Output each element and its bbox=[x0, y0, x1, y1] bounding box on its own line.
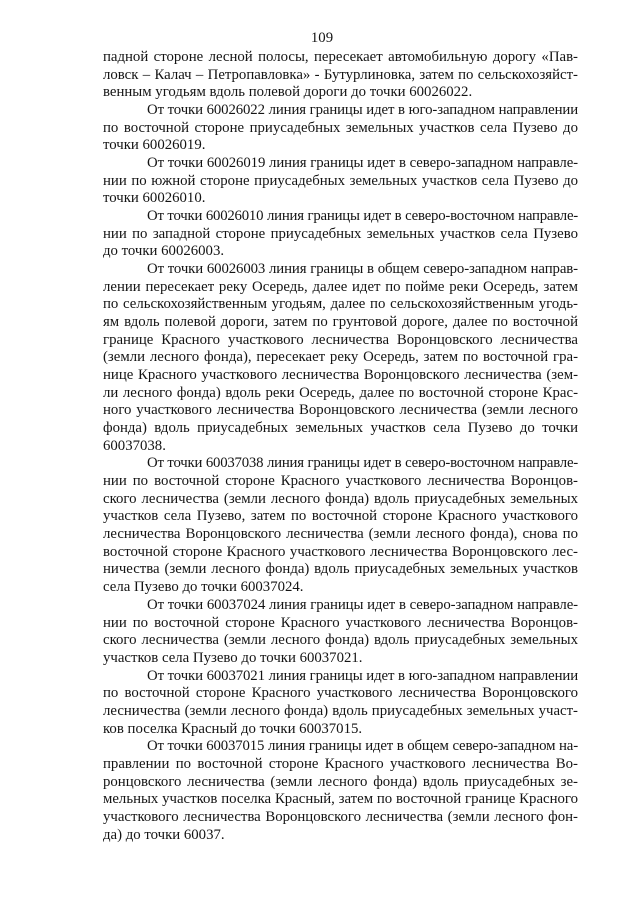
text-line: лении пересекает реку Осередь, далее идет по пойме реки Осередь, затем bbox=[103, 278, 578, 295]
text-line: по восточной стороне приусадебных земельных участков села Пузево до bbox=[103, 119, 578, 136]
text-line: нии по западной стороне приусадебных земельных участков села Пузево bbox=[103, 225, 578, 242]
text-line: участков села Пузево, затем по восточной стороне Красного участкового bbox=[103, 508, 578, 525]
text-line: участков села Пузево до точки 60037021. bbox=[103, 649, 363, 666]
text-line: ли лесного фонда) вдоль реки Осередь, далее по восточной стороне Крас- bbox=[103, 384, 578, 401]
text-line: (земли лесного фонда), пересекает реку Осередь, затем по восточной гра- bbox=[103, 349, 578, 366]
text-line: От точки 60037015 линия границы идет в общем северо-западном на- bbox=[147, 738, 578, 755]
text-line: От точки 60026003 линия границы в общем северо-западном направ- bbox=[147, 261, 578, 278]
paragraph bbox=[103, 597, 578, 668]
document-body bbox=[103, 49, 578, 844]
text-line: точки 60026019. bbox=[103, 137, 206, 154]
paragraph bbox=[103, 155, 578, 208]
text-line: восточной стороне Красного участкового лесничества Воронцовского лес- bbox=[103, 543, 578, 560]
text-line: ков поселка Красный до точки 60037015. bbox=[103, 720, 363, 737]
text-line: ского лесничества (земли лесного фонда) вдоль приусадебных земельных bbox=[103, 632, 578, 649]
paragraph bbox=[103, 208, 578, 261]
text-line: по сельскохозяйственным угодьям, далее по сельскохозяйственным угодь- bbox=[103, 296, 578, 313]
text-line: да) до точки 60037. bbox=[103, 826, 225, 843]
text-line: нии по восточной стороне Красного участкового лесничества Воронцов- bbox=[103, 614, 578, 631]
text-line: мельных участков поселка Красный, затем по восточной границе Красного bbox=[103, 791, 578, 808]
page-number: 109 bbox=[310, 30, 334, 46]
text-line: фонда) вдоль приусадебных земельных участков села Пузево до точки bbox=[103, 420, 578, 437]
text-line: 60037038. bbox=[103, 437, 166, 454]
text-line: падной стороне лесной полосы, пересекает автомобильную дорогу «Пав- bbox=[103, 49, 578, 65]
text-line: От точки 60026010 линия границы идет в северо-восточном направле- bbox=[147, 208, 578, 225]
paragraph bbox=[103, 668, 578, 739]
text-line: ного участкового лесничества Воронцовского лесничества (земли лесного bbox=[103, 402, 578, 419]
text-line: правлении по восточной стороне Красного участкового лесничества Во- bbox=[103, 755, 578, 772]
text-line: От точки 60037038 линия границы идет в северо-восточном направле- bbox=[147, 455, 578, 472]
paragraph bbox=[103, 49, 578, 102]
text-line: От точки 60026019 линия границы идет в северо-западном направле- bbox=[147, 155, 578, 172]
text-line: границе Красного участкового лесничества Воронцовского лесничества bbox=[103, 331, 578, 348]
paragraph bbox=[103, 738, 578, 844]
text-line: От точки 60026022 линия границы идет в юго-западном направлении bbox=[147, 102, 578, 119]
text-line: От точки 60037021 линия границы идет в юго-западном направлении bbox=[147, 667, 578, 684]
text-line: точки 60026010. bbox=[103, 190, 206, 207]
text-line: ничества (земли лесного фонда) вдоль приусадебных земельных участков bbox=[103, 561, 578, 578]
text-line: нии по южной стороне приусадебных земельных участков села Пузево до bbox=[103, 172, 578, 189]
text-line: венным угодьям вдоль полевой дороги до точки 60026022. bbox=[103, 84, 473, 101]
text-line: участкового лесничества Воронцовского лесничества (земли лесного фон- bbox=[103, 808, 578, 825]
text-line: ям вдоль полевой дороги, затем по грунтовой дороге, далее по восточной bbox=[103, 314, 578, 331]
paragraph bbox=[103, 102, 578, 155]
paragraph bbox=[103, 455, 578, 596]
text-line: ронцовского лесничества (земли лесного фонда) вдоль приусадебных зе- bbox=[103, 773, 578, 790]
text-line: нии по восточной стороне Красного участкового лесничества Воронцов- bbox=[103, 473, 578, 490]
text-line: по восточной стороне Красного участкового лесничества Воронцовского bbox=[103, 685, 578, 702]
text-line: нице Красного участкового лесничества Воронцовского лесничества (зем- bbox=[103, 367, 578, 384]
text-line: села Пузево до точки 60037024. bbox=[103, 579, 304, 596]
text-line: ловск – Калач – Петропавловка» - Бутурлиновка, затем по сельскохозяйст- bbox=[103, 66, 578, 83]
text-line: лесничества Воронцовского лесничества (земли лесного фонда), снова по bbox=[103, 526, 578, 543]
paragraph bbox=[103, 261, 578, 455]
text-line: От точки 60037024 линия границы идет в северо-западном направле- bbox=[147, 596, 578, 613]
text-line: до точки 60026003. bbox=[103, 243, 225, 260]
text-line: лесничества (земли лесного фонда) вдоль приусадебных земельных участ- bbox=[103, 702, 578, 719]
text-line: ского лесничества (земли лесного фонда) вдоль приусадебных земельных bbox=[103, 490, 578, 507]
